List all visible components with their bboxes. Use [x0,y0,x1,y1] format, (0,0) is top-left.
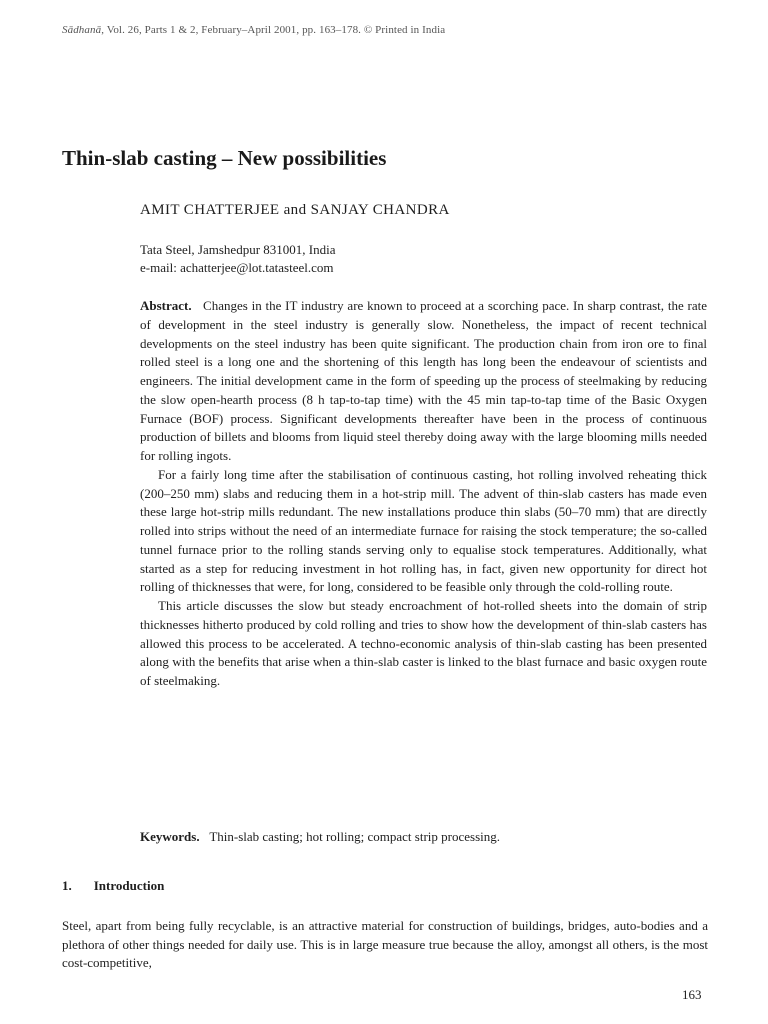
affiliation-address: Tata Steel, Jamshedpur 831001, India [140,242,336,257]
journal-details: , Vol. 26, Parts 1 & 2, February–April 2001, pp. 163–178. © Printed in India [101,24,446,36]
abstract-paragraph-1 [140,297,707,466]
keywords [140,829,500,845]
abstract-label: Abstract. [140,298,192,313]
abstract [140,297,707,691]
affiliation [140,241,336,277]
introduction-text: Steel, apart from being fully recyclable, is an attractive material for construction of buildings, bridges, auto-bodies and a plethora of other things needed for daily use. This is in large measure true because the alloy, amongst all others, is the most cost-competitive, [62,918,708,970]
author-list: AMIT CHATTERJEE and SANJAY CHANDRA [140,202,450,218]
running-header [62,24,445,36]
abstract-paragraph-2: For a fairly long time after the stabilisation of continuous casting, hot rolling involved reheating thick (200–250 mm) slabs and reducing them in a hot-strip mill. The advent of thin-slab casters has made even these large hot-strip mills redundant. The new installations produce thin slabs (50–70 mm) that are directly rolled into strips without the need of an intermediate furnace for raising the stock temperature; the so-called tunnel furnace prior to the rolling stands serving only to equalise stock temperatures. Additionally, what started as a step for reducing investment in hot rolling has, in fact, given new opportunity for direct hot rolling of thicknesses that were, for long, considered to be feasible only through the cold-rolling route. [140,466,707,595]
section-title: Introduction [93,878,165,893]
paper-title: Thin-slab casting – New possibilities [62,146,387,170]
journal-name: Sādhanā [62,24,102,36]
abstract-paragraph-3: This article discusses the slow but steady encroachment of hot-rolled sheets into the domain of strip thicknesses hitherto produced by cold rolling and tries to show how the development of thin-slab casters has allowed this process to be accelerated. A techno-economic analysis of thin-slab casting has been presented along with the benefits that arise when a thin-slab caster is linked to the blast furnace and basic oxygen route of steelmaking. [140,598,707,688]
page-number: 163 [682,987,702,1002]
keywords-text: Thin-slab casting; hot rolling; compact strip processing. [209,829,500,844]
abstract-paragraph-1-text: Changes in the IT industry are known to proceed at a scorching pace. In sharp contrast, the rate of development in the steel industry is generally slow. Nonetheless, the impact of recent technical developments on the steel industry has been quite significant. The production chain from iron ore to final rolled steel is a long one and the shortening of this length has long been the endeavour of scientists and engineers. The initial development came in the form of speeding up the process of steelmaking by reducing the slow open-hearth process (8 h tap-to-tap time) with the 45 min tap-to-tap time of the Basic Oxygen Furnace (BOF) process. Significant developments thereafter have been in the process of continuous production of billets and blooms from liquid steel thereby doing away with the large blooming mills needed for rolling ingots. [140,298,707,463]
affiliation-email: e-mail: achatterjee@lot.tatasteel.com [140,260,334,275]
keywords-label: Keywords. [140,829,200,844]
section-number: 1. [62,878,72,893]
section-heading [62,878,164,894]
